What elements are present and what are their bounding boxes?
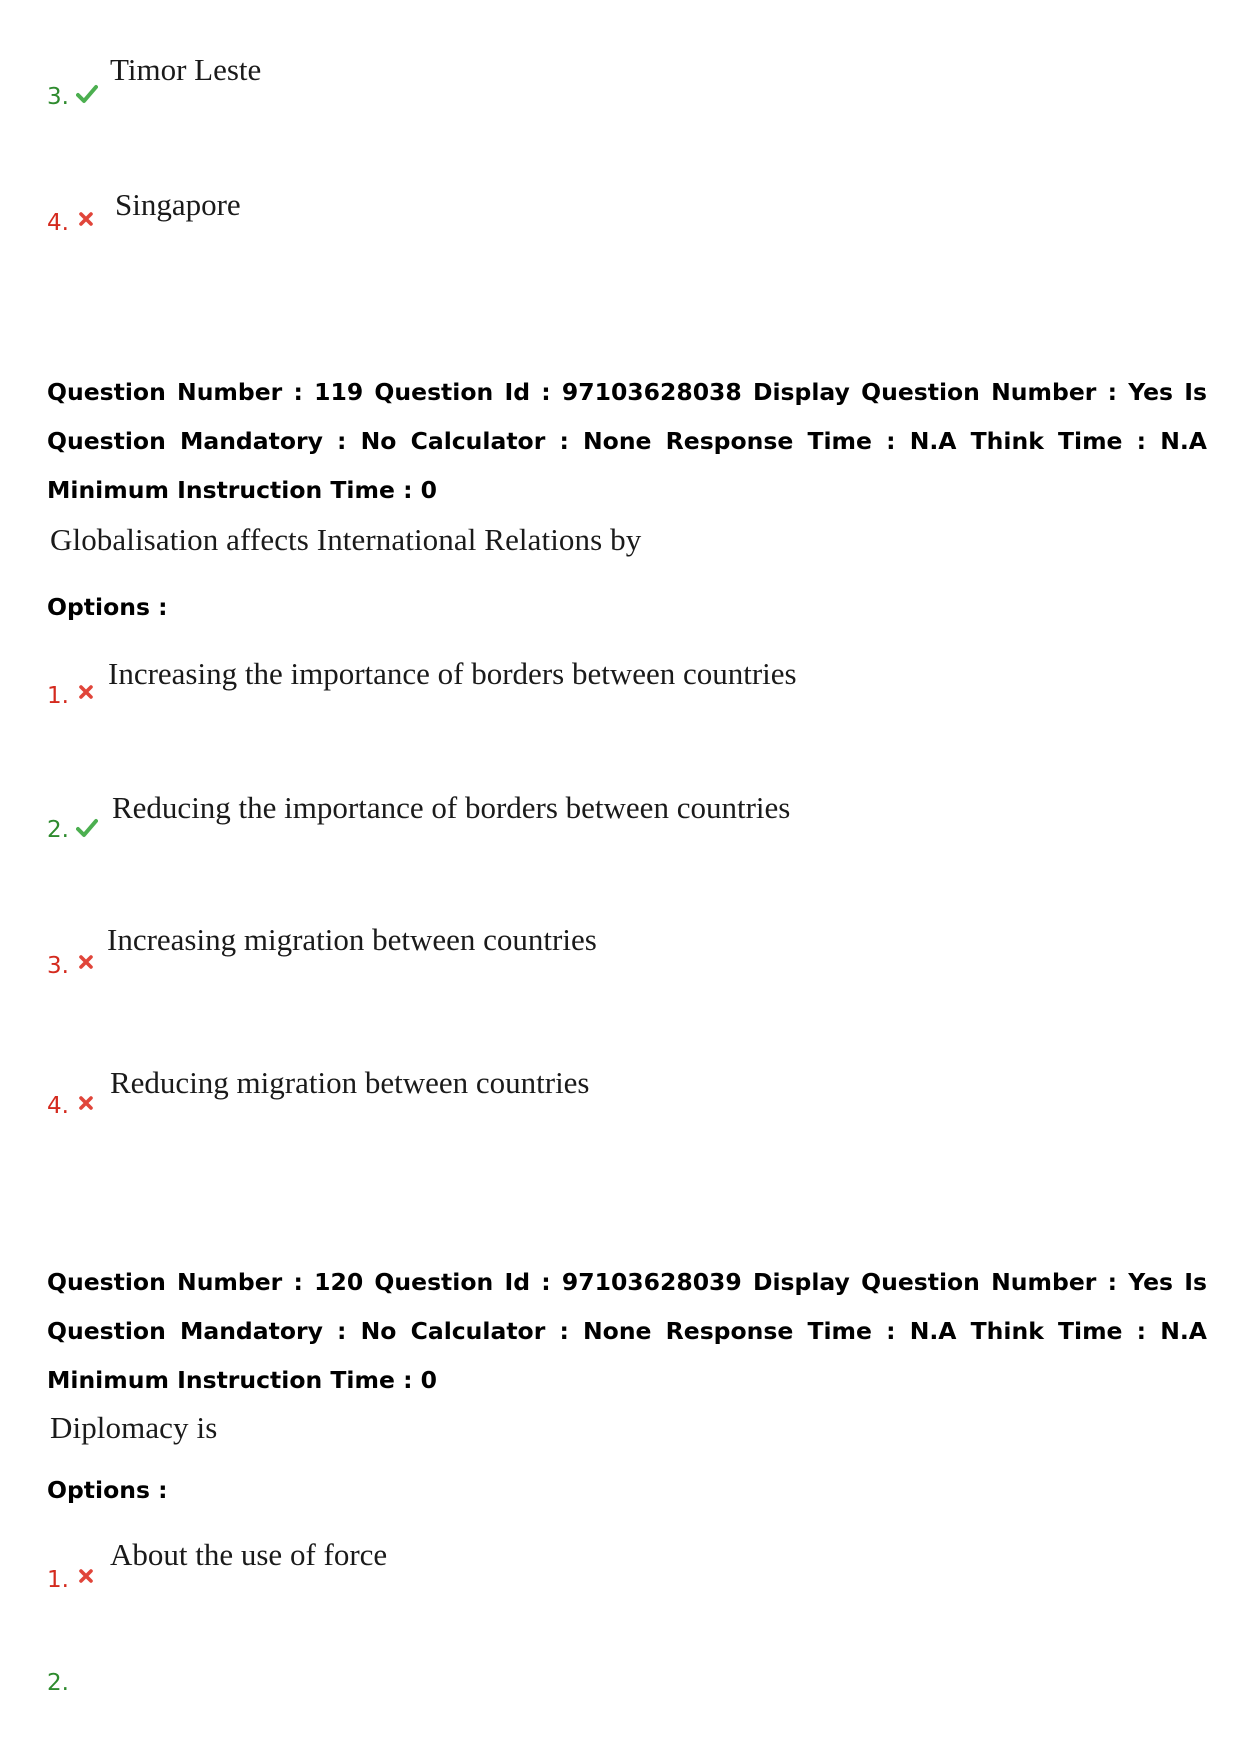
options-label: Options : [47,1476,168,1504]
option-number: 2. [47,817,69,843]
question-metadata: Question Number : 120 Question Id : 97103628039 Display Question Number : Yes Is Question Mandatory : No Calculator : None Response Time : N.A Think Time : N.A Minimum Instruction Time : 0 [47,1268,1207,1394]
cross-icon [78,1095,94,1116]
question-text: Globalisation affects International Relations by [50,522,642,557]
cross-icon [78,954,94,975]
question-text: Diplomacy is [50,1410,218,1445]
option-text: Reducing migration between countries [110,1065,590,1100]
option-number: 1. [47,683,69,709]
option-number: 1. [47,1567,69,1593]
check-icon [76,818,98,843]
option-number: 3. [47,84,69,110]
option-number: 3. [47,953,69,979]
option-text: Increasing the importance of borders between countries [108,656,797,691]
question-metadata: Question Number : 119 Question Id : 97103628038 Display Question Number : Yes Is Question Mandatory : No Calculator : None Response Time : N.A Think Time : N.A Minimum Instruction Time : 0 [47,378,1207,504]
option-number: 4. [47,1093,69,1119]
option-number: 4. [47,210,69,236]
option-text: Increasing migration between countries [107,922,597,957]
option-text: About the use of force [110,1537,388,1572]
cross-icon [78,211,94,232]
option-text: Singapore [115,187,241,222]
cross-icon [78,1568,94,1589]
option-number: 2. [47,1670,69,1696]
option-text: Reducing the importance of borders between countries [112,790,791,825]
cross-icon [78,684,94,705]
option-text: Timor Leste [110,52,262,87]
options-label: Options : [47,593,168,621]
check-icon [76,84,98,109]
